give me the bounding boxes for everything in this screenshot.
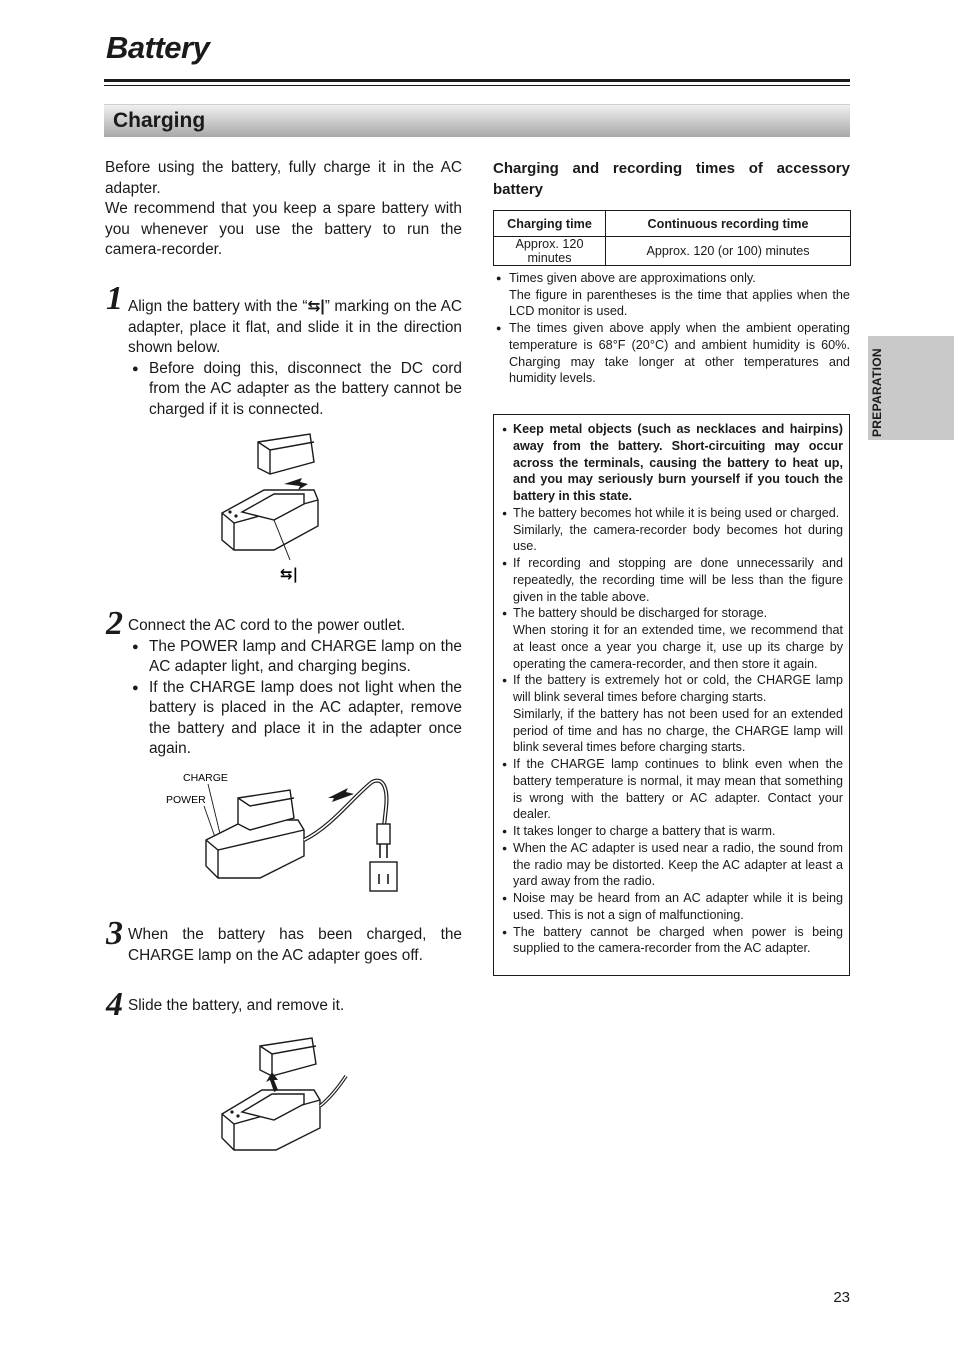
caution-item [502, 555, 843, 605]
step-text: Connect the AC cord to the power outlet. [128, 617, 406, 634]
times-heading: Charging and recording times of accessory battery [493, 160, 850, 198]
caution-item [502, 421, 843, 505]
caution-line: ● If the battery is extremely hot or cold, the CHARGE lamp will blink several times before charging starts. [513, 673, 843, 704]
step-text-before: Align the battery with the “ [128, 298, 308, 315]
title-rule [104, 79, 850, 82]
slide-symbol-icon: ⇆| [280, 565, 299, 583]
caution-line: ● If recording and stopping are done unnecessarily and repeatedly, the recording time will be less than the figure given in the table above. [513, 556, 843, 604]
section-header [104, 104, 850, 137]
battery-removal-illustration [216, 1032, 351, 1156]
step-3-text: When the battery has been charged, the CHARGE lamp on the AC adapter goes off. [128, 926, 462, 964]
caution-item [502, 505, 843, 555]
note-line: The figure in parentheses is the time that applies when the LCD monitor is used. [509, 287, 850, 319]
times-notes [496, 270, 850, 387]
caution-line: ● Keep metal objects (such as necklaces and hairpins) away from the battery. Short-circuiting may occur across the terminals, causing the battery to heat up, and you may seriously burn yourself if you touch the battery in this state. [513, 422, 843, 503]
caution-line: ● It takes longer to charge a battery that is warm. [513, 824, 776, 838]
caution-item [502, 756, 843, 823]
figure-remove-battery [216, 1032, 351, 1156]
intro-text [105, 158, 462, 261]
caution-line: ● Noise may be heard from an AC adapter while it is being used. This is not a sign of malfunctioning. [513, 891, 843, 922]
step-text-after: ” marking on the AC adapter, place it flat, and slide it in the direction shown below. [128, 298, 462, 356]
caution-item [502, 605, 843, 672]
caution-line: ● The battery becomes hot while it is being used or charged. [513, 505, 840, 520]
caution-line: Similarly, the camera-recorder body becomes hot during use. [513, 522, 843, 554]
power-lamp-label: POWER [166, 794, 206, 806]
slide-symbol-icon: ⇆| [307, 298, 325, 315]
page-number: 23 [833, 1289, 850, 1306]
section-title: Charging [113, 109, 206, 132]
step-2-text [128, 616, 462, 760]
note-line: ● Times given above are approximations only. [509, 271, 756, 285]
title-rule-thin [104, 85, 850, 86]
caution-item [502, 890, 843, 924]
step-4-text: Slide the battery, and remove it. [128, 997, 345, 1014]
side-tab-preparation [868, 336, 954, 440]
step-bullet: ● The POWER lamp and CHARGE lamp on the AC adapter light, and charging begins. [128, 637, 462, 678]
note-line: ● The times given above apply when the ambient operating temperature is 68°F (20°C) and ambient humidity is 60%. Charging may take longer at other temperatures and humidity levels. [509, 321, 850, 386]
page-title: Battery [106, 30, 210, 65]
caution-item [502, 823, 843, 840]
caution-line: ● The battery should be discharged for storage. [513, 606, 768, 621]
adapter-outlet-illustration [162, 768, 407, 896]
table-header-cell: Continuous recording time [606, 211, 851, 237]
table-row [494, 237, 851, 266]
caution-line: ● The battery cannot be charged when power is being supplied to the camera-recorder from the AC adapter. [513, 924, 843, 956]
step-number: 1 [106, 280, 123, 317]
step-1-text [128, 297, 462, 420]
table-header-row [494, 211, 851, 237]
caution-line: When storing it for an extended time, we recommend that at least once a year you charge it, use up its charge by operating the camera-recorder, and then store it again. [513, 623, 843, 671]
table-cell: Approx. 120 minutes [494, 237, 606, 266]
charge-lamp-label: CHARGE [183, 772, 228, 784]
figure-insert-battery [214, 428, 324, 588]
times-table [493, 210, 851, 266]
caution-line: ● When the AC adapter is used near a radio, the sound from the radio may be distorted. Keep the AC adapter at least a yard away from the radio. [513, 840, 843, 889]
caution-box [493, 414, 850, 976]
caution-item [502, 672, 843, 756]
table-header-cell: Charging time [494, 211, 606, 237]
step-number: 3 [106, 915, 123, 952]
caution-item [502, 924, 843, 958]
step-number: 4 [106, 986, 123, 1023]
intro-paragraph: Before using the battery, fully charge it in the AC adapter. [105, 159, 462, 197]
step-number: 2 [106, 605, 123, 642]
side-tab-label: PREPARATION [870, 348, 884, 437]
intro-paragraph: We recommend that you keep a spare battery with you whenever you use the battery to run the camera-recorder. [105, 200, 462, 258]
battery-adapter-illustration [214, 428, 324, 588]
step-bullet: ● If the CHARGE lamp does not light when the battery is placed in the AC adapter, remove the battery and place it in the adapter once again. [128, 678, 462, 760]
table-cell: Approx. 120 (or 100) minutes [606, 237, 851, 266]
step-bullet: ● Before doing this, disconnect the DC cord from the AC adapter as the battery cannot be charged if it is connected. [128, 359, 462, 421]
caution-line: ● If the CHARGE lamp continues to blink even when the battery temperature is normal, it may mean that something is wrong with the battery or AC adapter. Contact your dealer. [513, 757, 843, 822]
note-item [496, 320, 850, 387]
caution-line: Similarly, if the battery has not been used for an extended period of time and has no charge, the CHARGE lamp will blink several times before charging starts. [513, 706, 843, 755]
note-item [496, 270, 850, 320]
figure-connect-power [162, 768, 407, 896]
caution-item [502, 840, 843, 890]
